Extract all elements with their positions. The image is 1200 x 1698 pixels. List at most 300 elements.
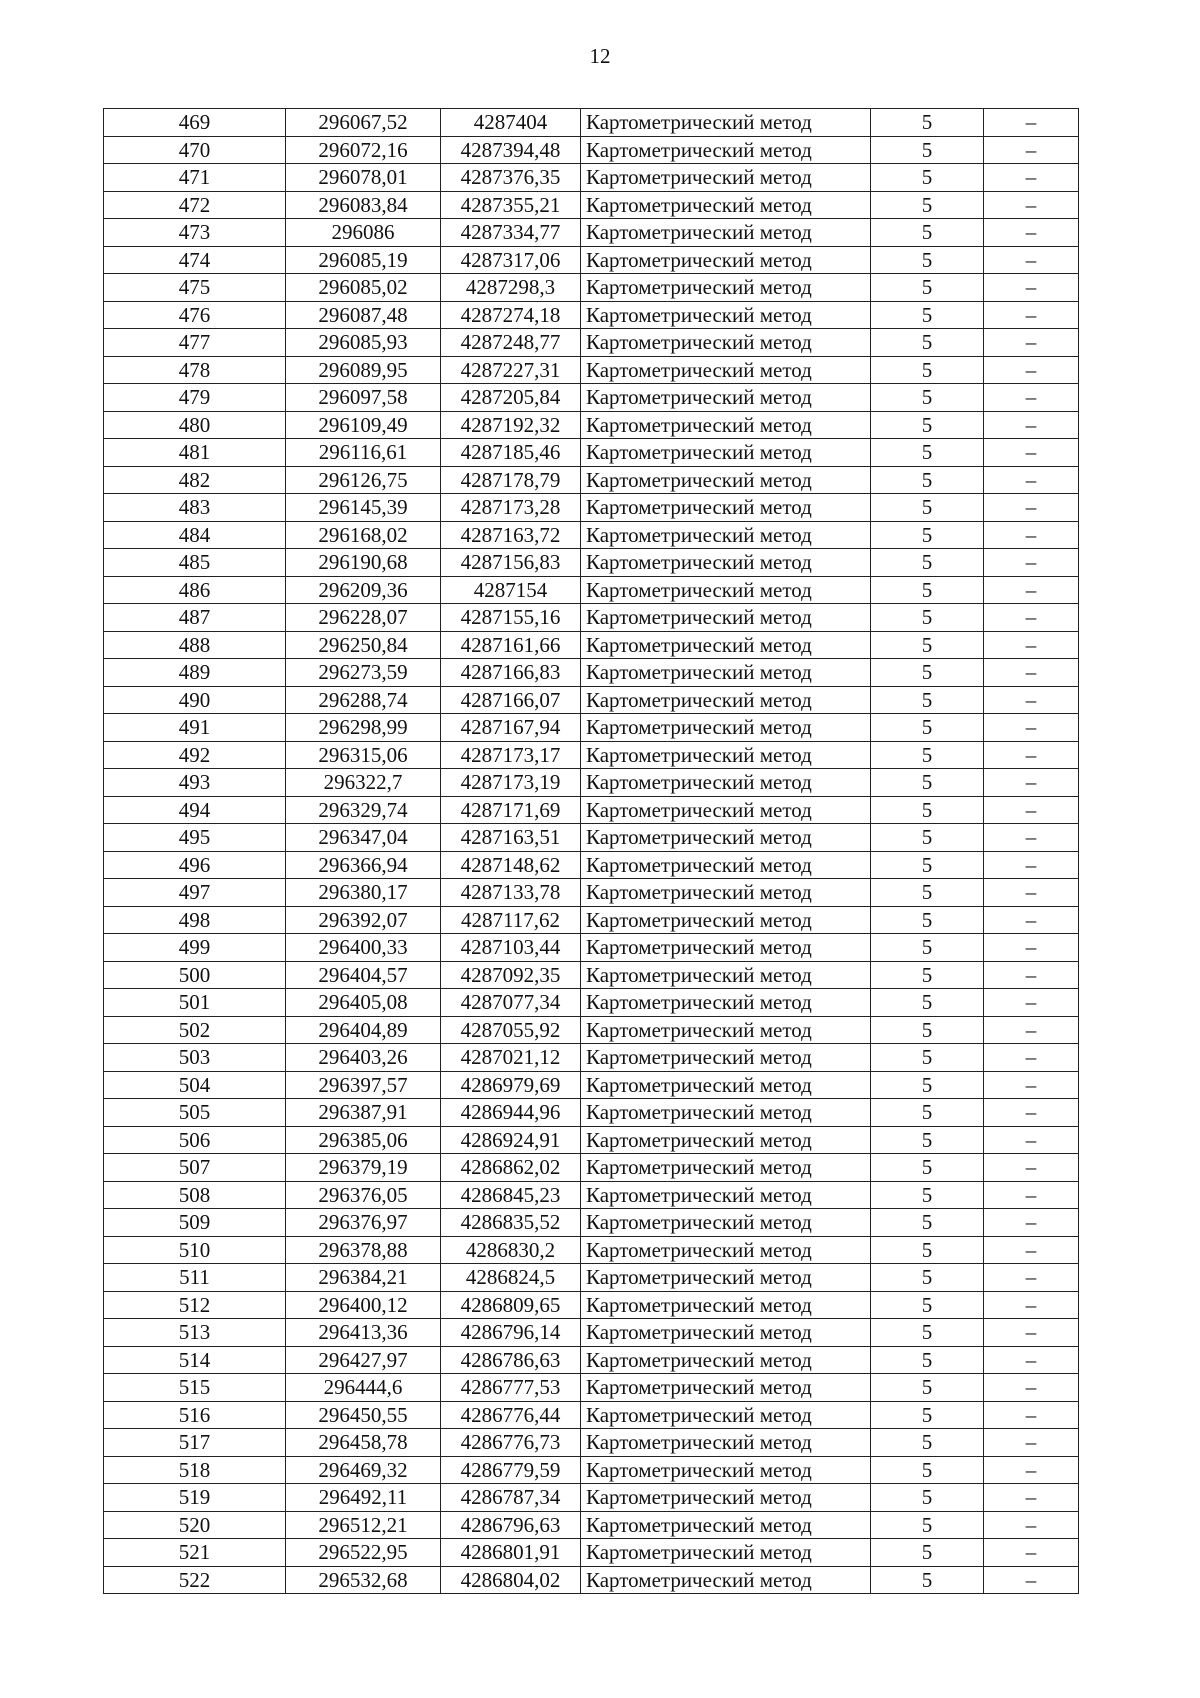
precision-cell: 5 [871,879,984,907]
y-coordinate-cell: 4287274,18 [441,301,581,329]
description-cell: – [984,274,1079,302]
method-cell: Картометрический метод [581,1264,871,1292]
description-cell: – [984,741,1079,769]
description-cell: – [984,1016,1079,1044]
x-coordinate-cell: 296522,95 [286,1539,441,1567]
y-coordinate-cell: 4287185,46 [441,439,581,467]
y-coordinate-cell: 4287334,77 [441,219,581,247]
table-row [104,384,1079,412]
table-row [104,136,1079,164]
precision-cell: 5 [871,1044,984,1072]
table-row [104,1539,1079,1567]
table-row [104,1346,1079,1374]
description-cell: – [984,824,1079,852]
x-coordinate-cell: 296078,01 [286,164,441,192]
description-cell: – [984,851,1079,879]
description-cell: – [984,384,1079,412]
x-coordinate-cell: 296427,97 [286,1346,441,1374]
precision-cell: 5 [871,1456,984,1484]
description-cell: – [984,1154,1079,1182]
point-number-cell: 520 [104,1511,286,1539]
x-coordinate-cell: 296109,49 [286,411,441,439]
precision-cell: 5 [871,906,984,934]
point-number-cell: 474 [104,246,286,274]
precision-cell: 5 [871,549,984,577]
description-cell: – [984,1236,1079,1264]
table-row [104,219,1079,247]
y-coordinate-cell: 4287154 [441,576,581,604]
table-row [104,879,1079,907]
precision-cell: 5 [871,659,984,687]
table-row [104,576,1079,604]
point-number-cell: 507 [104,1154,286,1182]
x-coordinate-cell: 296512,21 [286,1511,441,1539]
method-cell: Картометрический метод [581,686,871,714]
x-coordinate-cell: 296250,84 [286,631,441,659]
y-coordinate-cell: 4286796,14 [441,1319,581,1347]
y-coordinate-cell: 4287166,83 [441,659,581,687]
table-row [104,741,1079,769]
table-row [104,1071,1079,1099]
description-cell: – [984,494,1079,522]
description-cell: – [984,219,1079,247]
description-cell: – [984,659,1079,687]
y-coordinate-cell: 4286944,96 [441,1099,581,1127]
point-number-cell: 475 [104,274,286,302]
description-cell: – [984,439,1079,467]
method-cell: Картометрический метод [581,1511,871,1539]
precision-cell: 5 [871,1099,984,1127]
method-cell: Картометрический метод [581,1126,871,1154]
x-coordinate-cell: 296168,02 [286,521,441,549]
method-cell: Картометрический метод [581,301,871,329]
table-row [104,1566,1079,1594]
precision-cell: 5 [871,274,984,302]
method-cell: Картометрический метод [581,879,871,907]
table-row [104,604,1079,632]
y-coordinate-cell: 4286779,59 [441,1456,581,1484]
method-cell: Картометрический метод [581,714,871,742]
point-number-cell: 483 [104,494,286,522]
table-row [104,769,1079,797]
precision-cell: 5 [871,246,984,274]
y-coordinate-cell: 4287155,16 [441,604,581,632]
precision-cell: 5 [871,1401,984,1429]
precision-cell: 5 [871,796,984,824]
table-row [104,191,1079,219]
x-coordinate-cell: 296403,26 [286,1044,441,1072]
precision-cell: 5 [871,411,984,439]
y-coordinate-cell: 4286830,2 [441,1236,581,1264]
description-cell: – [984,1484,1079,1512]
point-number-cell: 512 [104,1291,286,1319]
precision-cell: 5 [871,604,984,632]
point-number-cell: 487 [104,604,286,632]
table-row [104,686,1079,714]
table-row [104,1154,1079,1182]
point-number-cell: 510 [104,1236,286,1264]
precision-cell: 5 [871,1539,984,1567]
method-cell: Картометрический метод [581,961,871,989]
precision-cell: 5 [871,1126,984,1154]
table-row [104,411,1079,439]
y-coordinate-cell: 4287178,79 [441,466,581,494]
table-row [104,824,1079,852]
point-number-cell: 496 [104,851,286,879]
y-coordinate-cell: 4287148,62 [441,851,581,879]
table-row [104,109,1079,137]
x-coordinate-cell: 296298,99 [286,714,441,742]
method-cell: Картометрический метод [581,1429,871,1457]
y-coordinate-cell: 4286801,91 [441,1539,581,1567]
y-coordinate-cell: 4286979,69 [441,1071,581,1099]
table-row [104,301,1079,329]
x-coordinate-cell: 296405,08 [286,989,441,1017]
x-coordinate-cell: 296392,07 [286,906,441,934]
method-cell: Картометрический метод [581,604,871,632]
table-row [104,246,1079,274]
description-cell: – [984,191,1079,219]
y-coordinate-cell: 4287317,06 [441,246,581,274]
y-coordinate-cell: 4287205,84 [441,384,581,412]
point-number-cell: 470 [104,136,286,164]
x-coordinate-cell: 296532,68 [286,1566,441,1594]
precision-cell: 5 [871,494,984,522]
description-cell: – [984,631,1079,659]
point-number-cell: 495 [104,824,286,852]
point-number-cell: 498 [104,906,286,934]
precision-cell: 5 [871,741,984,769]
method-cell: Картометрический метод [581,576,871,604]
table-row [104,906,1079,934]
method-cell: Картометрический метод [581,1484,871,1512]
y-coordinate-cell: 4287055,92 [441,1016,581,1044]
description-cell: – [984,1346,1079,1374]
description-cell: – [984,1099,1079,1127]
x-coordinate-cell: 296376,05 [286,1181,441,1209]
precision-cell: 5 [871,1154,984,1182]
method-cell: Картометрический метод [581,136,871,164]
y-coordinate-cell: 4287376,35 [441,164,581,192]
table-row [104,1484,1079,1512]
page-number: 12 [589,44,611,68]
y-coordinate-cell: 4286809,65 [441,1291,581,1319]
point-number-cell: 516 [104,1401,286,1429]
point-number-cell: 482 [104,466,286,494]
x-coordinate-cell: 296126,75 [286,466,441,494]
description-cell: – [984,769,1079,797]
table-row [104,521,1079,549]
point-number-cell: 494 [104,796,286,824]
method-cell: Картометрический метод [581,549,871,577]
method-cell: Картометрический метод [581,659,871,687]
y-coordinate-cell: 4287192,32 [441,411,581,439]
precision-cell: 5 [871,824,984,852]
y-coordinate-cell: 4287298,3 [441,274,581,302]
point-number-cell: 504 [104,1071,286,1099]
precision-cell: 5 [871,1484,984,1512]
description-cell: – [984,906,1079,934]
precision-cell: 5 [871,329,984,357]
point-number-cell: 519 [104,1484,286,1512]
y-coordinate-cell: 4286862,02 [441,1154,581,1182]
method-cell: Картометрический метод [581,1566,871,1594]
method-cell: Картометрический метод [581,466,871,494]
y-coordinate-cell: 4287092,35 [441,961,581,989]
table-row [104,1044,1079,1072]
point-number-cell: 485 [104,549,286,577]
precision-cell: 5 [871,851,984,879]
precision-cell: 5 [871,769,984,797]
method-cell: Картометрический метод [581,521,871,549]
point-number-cell: 471 [104,164,286,192]
point-number-cell: 484 [104,521,286,549]
table-row [104,1401,1079,1429]
table-row [104,1264,1079,1292]
description-cell: – [984,1071,1079,1099]
description-cell: – [984,1374,1079,1402]
table-row [104,1456,1079,1484]
precision-cell: 5 [871,384,984,412]
x-coordinate-cell: 296086 [286,219,441,247]
description-cell: – [984,989,1079,1017]
precision-cell: 5 [871,1566,984,1594]
description-cell: – [984,1126,1079,1154]
method-cell: Картометрический метод [581,1456,871,1484]
description-cell: – [984,1539,1079,1567]
precision-cell: 5 [871,356,984,384]
precision-cell: 5 [871,466,984,494]
y-coordinate-cell: 4286777,53 [441,1374,581,1402]
method-cell: Картометрический метод [581,1181,871,1209]
x-coordinate-cell: 296413,36 [286,1319,441,1347]
point-number-cell: 493 [104,769,286,797]
x-coordinate-cell: 296347,04 [286,824,441,852]
x-coordinate-cell: 296190,68 [286,549,441,577]
description-cell: – [984,714,1079,742]
y-coordinate-cell: 4286824,5 [441,1264,581,1292]
table-row [104,1429,1079,1457]
y-coordinate-cell: 4287021,12 [441,1044,581,1072]
precision-cell: 5 [871,576,984,604]
precision-cell: 5 [871,1374,984,1402]
x-coordinate-cell: 296097,58 [286,384,441,412]
method-cell: Картометрический метод [581,1099,871,1127]
method-cell: Картометрический метод [581,329,871,357]
table-row [104,1374,1079,1402]
x-coordinate-cell: 296085,02 [286,274,441,302]
method-cell: Картометрический метод [581,356,871,384]
description-cell: – [984,466,1079,494]
table-row [104,851,1079,879]
y-coordinate-cell: 4287167,94 [441,714,581,742]
point-number-cell: 509 [104,1209,286,1237]
description-cell: – [984,411,1079,439]
precision-cell: 5 [871,164,984,192]
description-cell: – [984,796,1079,824]
precision-cell: 5 [871,219,984,247]
precision-cell: 5 [871,136,984,164]
point-number-cell: 503 [104,1044,286,1072]
method-cell: Картометрический метод [581,494,871,522]
x-coordinate-cell: 296397,57 [286,1071,441,1099]
point-number-cell: 515 [104,1374,286,1402]
x-coordinate-cell: 296085,19 [286,246,441,274]
table-row [104,1126,1079,1154]
description-cell: – [984,604,1079,632]
x-coordinate-cell: 296288,74 [286,686,441,714]
table-row [104,164,1079,192]
x-coordinate-cell: 296209,36 [286,576,441,604]
y-coordinate-cell: 4286845,23 [441,1181,581,1209]
x-coordinate-cell: 296378,88 [286,1236,441,1264]
y-coordinate-cell: 4286776,73 [441,1429,581,1457]
y-coordinate-cell: 4286804,02 [441,1566,581,1594]
x-coordinate-cell: 296329,74 [286,796,441,824]
precision-cell: 5 [871,1181,984,1209]
point-number-cell: 505 [104,1099,286,1127]
x-coordinate-cell: 296083,84 [286,191,441,219]
method-cell: Картометрический метод [581,1016,871,1044]
table-row [104,549,1079,577]
x-coordinate-cell: 296404,89 [286,1016,441,1044]
method-cell: Картометрический метод [581,274,871,302]
point-number-cell: 492 [104,741,286,769]
table-row [104,1016,1079,1044]
table-row [104,989,1079,1017]
description-cell: – [984,1566,1079,1594]
x-coordinate-cell: 296384,21 [286,1264,441,1292]
point-number-cell: 491 [104,714,286,742]
x-coordinate-cell: 296469,32 [286,1456,441,1484]
method-cell: Картометрический метод [581,1154,871,1182]
x-coordinate-cell: 296380,17 [286,879,441,907]
x-coordinate-cell: 296400,12 [286,1291,441,1319]
method-cell: Картометрический метод [581,219,871,247]
x-coordinate-cell: 296404,57 [286,961,441,989]
description-cell: – [984,1209,1079,1237]
point-number-cell: 473 [104,219,286,247]
point-number-cell: 489 [104,659,286,687]
point-number-cell: 488 [104,631,286,659]
point-number-cell: 513 [104,1319,286,1347]
description-cell: – [984,1264,1079,1292]
x-coordinate-cell: 296376,97 [286,1209,441,1237]
x-coordinate-cell: 296067,52 [286,109,441,137]
y-coordinate-cell: 4287404 [441,109,581,137]
description-cell: – [984,136,1079,164]
x-coordinate-cell: 296366,94 [286,851,441,879]
method-cell: Картометрический метод [581,631,871,659]
method-cell: Картометрический метод [581,1209,871,1237]
method-cell: Картометрический метод [581,1374,871,1402]
x-coordinate-cell: 296387,91 [286,1099,441,1127]
description-cell: – [984,879,1079,907]
point-number-cell: 502 [104,1016,286,1044]
x-coordinate-cell: 296400,33 [286,934,441,962]
y-coordinate-cell: 4286924,91 [441,1126,581,1154]
precision-cell: 5 [871,191,984,219]
precision-cell: 5 [871,989,984,1017]
precision-cell: 5 [871,439,984,467]
precision-cell: 5 [871,961,984,989]
x-coordinate-cell: 296492,11 [286,1484,441,1512]
point-number-cell: 497 [104,879,286,907]
x-coordinate-cell: 296444,6 [286,1374,441,1402]
x-coordinate-cell: 296273,59 [286,659,441,687]
description-cell: – [984,246,1079,274]
y-coordinate-cell: 4287117,62 [441,906,581,934]
y-coordinate-cell: 4286796,63 [441,1511,581,1539]
precision-cell: 5 [871,1264,984,1292]
point-number-cell: 500 [104,961,286,989]
y-coordinate-cell: 4287166,07 [441,686,581,714]
table-row [104,796,1079,824]
method-cell: Картометрический метод [581,1236,871,1264]
y-coordinate-cell: 4287248,77 [441,329,581,357]
precision-cell: 5 [871,1291,984,1319]
point-number-cell: 469 [104,109,286,137]
point-number-cell: 517 [104,1429,286,1457]
method-cell: Картометрический метод [581,384,871,412]
description-cell: – [984,1044,1079,1072]
table-row [104,1291,1079,1319]
table-row [104,494,1079,522]
precision-cell: 5 [871,1016,984,1044]
y-coordinate-cell: 4287394,48 [441,136,581,164]
y-coordinate-cell: 4287227,31 [441,356,581,384]
description-cell: – [984,356,1079,384]
point-number-cell: 514 [104,1346,286,1374]
y-coordinate-cell: 4287173,19 [441,769,581,797]
table-row [104,1319,1079,1347]
table-row [104,1511,1079,1539]
point-number-cell: 476 [104,301,286,329]
x-coordinate-cell: 296322,7 [286,769,441,797]
method-cell: Картометрический метод [581,989,871,1017]
table-row [104,631,1079,659]
method-cell: Картометрический метод [581,109,871,137]
point-number-cell: 499 [104,934,286,962]
method-cell: Картометрический метод [581,851,871,879]
precision-cell: 5 [871,714,984,742]
x-coordinate-cell: 296379,19 [286,1154,441,1182]
x-coordinate-cell: 296458,78 [286,1429,441,1457]
method-cell: Картометрический метод [581,769,871,797]
point-number-cell: 522 [104,1566,286,1594]
y-coordinate-cell: 4286776,44 [441,1401,581,1429]
coordinates-table [103,108,1079,1594]
point-number-cell: 511 [104,1264,286,1292]
method-cell: Картометрический метод [581,439,871,467]
table-row [104,466,1079,494]
description-cell: – [984,1429,1079,1457]
point-number-cell: 472 [104,191,286,219]
description-cell: – [984,961,1079,989]
y-coordinate-cell: 4286835,52 [441,1209,581,1237]
method-cell: Картометрический метод [581,1291,871,1319]
description-cell: – [984,1511,1079,1539]
point-number-cell: 477 [104,329,286,357]
table-body [104,109,1079,1594]
x-coordinate-cell: 296089,95 [286,356,441,384]
x-coordinate-cell: 296072,16 [286,136,441,164]
method-cell: Картометрический метод [581,741,871,769]
description-cell: – [984,576,1079,604]
x-coordinate-cell: 296087,48 [286,301,441,329]
y-coordinate-cell: 4287163,72 [441,521,581,549]
table-row [104,1209,1079,1237]
